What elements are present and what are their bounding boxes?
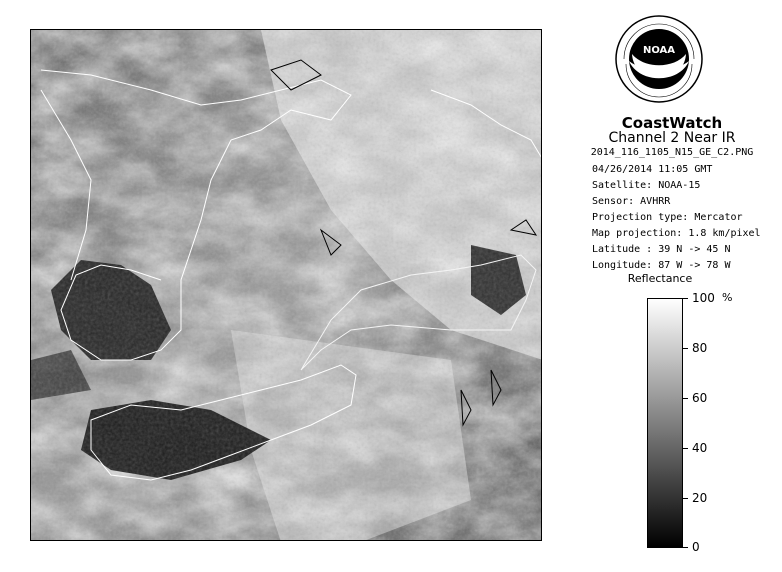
scale-tick-label: 100 — [692, 291, 715, 305]
projection-type: Projection type: Mercator — [592, 212, 743, 223]
acquisition-datetime: 04/26/2014 11:05 GMT — [592, 164, 713, 175]
satellite-image — [30, 29, 542, 541]
scale-tick-label: 0 — [692, 540, 700, 554]
scale-tick — [682, 348, 688, 349]
map-projection: Map projection: 1.8 km/pixel — [592, 228, 761, 239]
noaa-seal-icon — [614, 14, 704, 104]
scale-tick — [682, 547, 688, 548]
scale-tick — [682, 398, 688, 399]
scale-tick-label: 60 — [692, 391, 708, 405]
product-title: CoastWatch — [621, 114, 723, 132]
scale-tick-label: 20 — [692, 491, 708, 505]
sensor-name: Sensor: AVHRR — [592, 196, 671, 207]
scale-title: Reflectance — [627, 272, 693, 285]
latitude-range: Latitude : 39 N -> 45 N — [592, 244, 731, 255]
reflectance-colorbar — [647, 298, 683, 548]
scale-unit: % — [722, 291, 733, 304]
file-name: 2014_116_1105_N15_GE_C2.PNG — [590, 147, 754, 158]
scale-tick — [682, 448, 688, 449]
satellite-name: Satellite: NOAA-15 — [592, 180, 701, 191]
scale-tick-label: 80 — [692, 341, 708, 355]
channel-name: Channel 2 Near IR — [608, 130, 736, 146]
scale-tick — [682, 498, 688, 499]
noaa-logo-text: NOAA — [642, 45, 676, 56]
scale-tick-label: 40 — [692, 441, 708, 455]
scale-tick — [682, 298, 688, 299]
longitude-range: Longitude: 87 W -> 78 W — [592, 260, 731, 271]
